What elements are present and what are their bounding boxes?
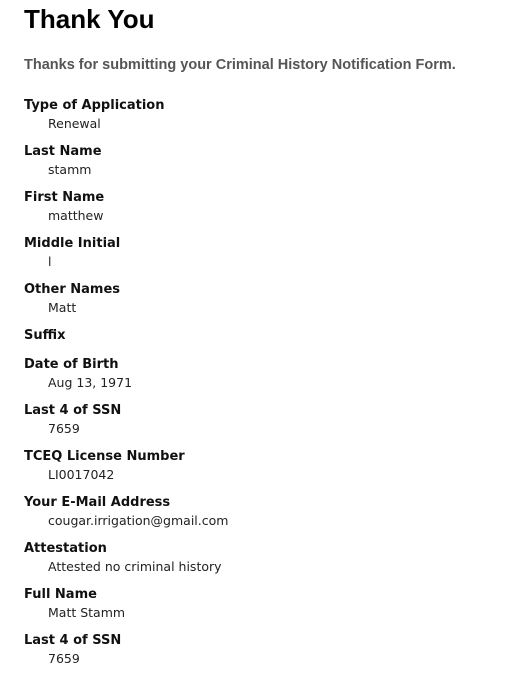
field-date-of-birth — [24, 357, 228, 403]
field-label: Last 4 of SSN — [24, 633, 122, 648]
field-ssn-last-four — [24, 403, 228, 449]
field-value: Matt — [48, 300, 77, 315]
field-label: First Name — [24, 190, 105, 205]
field-label: Middle Initial — [24, 236, 121, 251]
field-email-address — [24, 495, 228, 541]
field-label: Type of Application — [24, 98, 165, 113]
field-value: matthew — [48, 208, 104, 223]
field-ssn-last-four-confirm — [24, 633, 228, 679]
field-value: l — [48, 254, 52, 269]
field-value: Aug 13, 1971 — [48, 375, 133, 390]
field-value: cougar.irrigation@gmail.com — [48, 513, 229, 528]
field-value: 7659 — [48, 421, 80, 436]
field-value: Attested no criminal history — [48, 559, 222, 574]
field-full-name — [24, 587, 228, 633]
field-label: Suffix — [24, 328, 66, 343]
field-label: Your E-Mail Address — [24, 495, 171, 510]
field-label: Other Names — [24, 282, 121, 297]
field-label: Date of Birth — [24, 357, 119, 372]
field-value: Renewal — [48, 116, 101, 131]
field-label: Last 4 of SSN — [24, 403, 122, 418]
field-type-of-application — [24, 98, 228, 144]
field-label: Full Name — [24, 587, 97, 602]
field-first-name — [24, 190, 228, 236]
field-other-names — [24, 282, 228, 328]
field-label: Attestation — [24, 541, 107, 556]
field-label: Last Name — [24, 144, 102, 159]
field-tceq-license-number — [24, 449, 228, 495]
field-suffix — [24, 328, 228, 357]
field-value: 7659 — [48, 651, 80, 666]
field-last-name — [24, 144, 228, 190]
submission-summary — [24, 98, 228, 679]
page-title: Thank You — [24, 4, 155, 34]
field-middle-initial — [24, 236, 228, 282]
field-value: LI0017042 — [48, 467, 115, 482]
field-value: stamm — [48, 162, 92, 177]
field-value: Matt Stamm — [48, 605, 126, 620]
field-label: TCEQ License Number — [24, 449, 185, 464]
field-attestation — [24, 541, 228, 587]
confirmation-message: Thanks for submitting your Criminal History Notification Form. — [24, 57, 456, 73]
